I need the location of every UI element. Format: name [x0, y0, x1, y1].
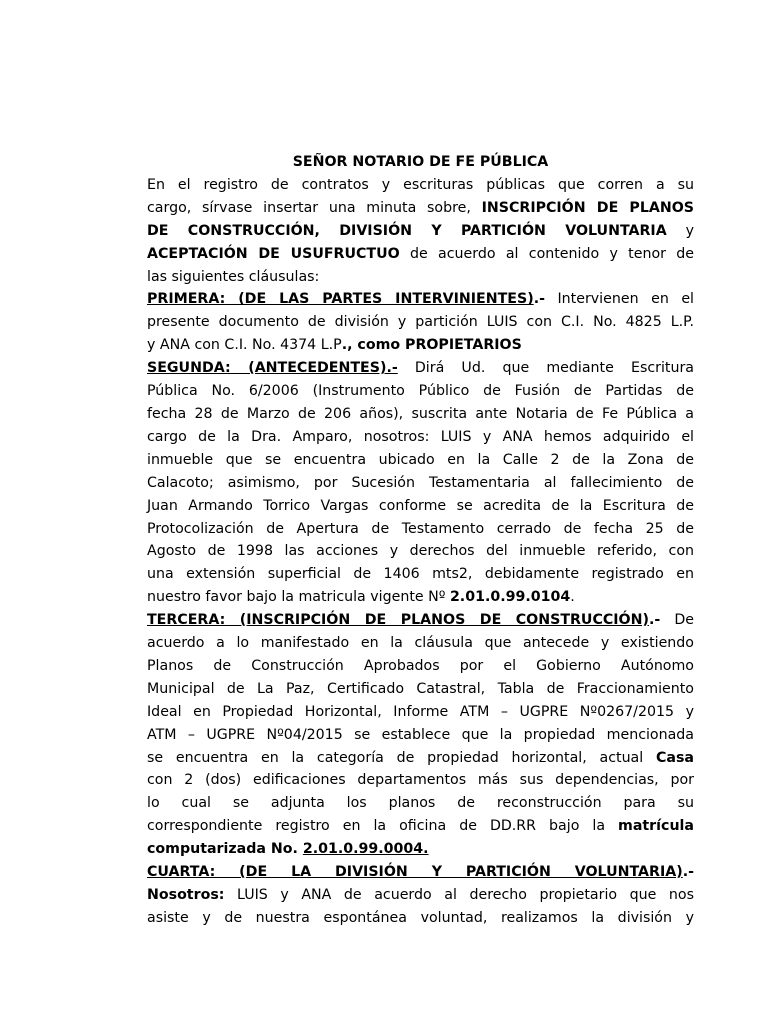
- segunda-line-7: Juan Armando Torrico Vargas conforme se acredita de la Escritura de: [147, 497, 694, 514]
- tercera-line-5: Ideal en Propiedad Horizontal, Informe ATM – UGPRE Nº0267/2015 y: [147, 703, 694, 720]
- segunda-line-4: cargo de la Dra. Amparo, nosotros: LUIS y ANA hemos adquirido el: [147, 428, 694, 445]
- tercera-line-9: lo cual se adjunta los planos de reconstrucción para su: [147, 795, 694, 812]
- tercera-line-4: Municipal de La Paz, Certificado Catastral, Tabla de Fraccionamiento: [147, 680, 694, 697]
- cuarta-line-3: asiste y de nuestra espontánea voluntad, realizamos la división y: [147, 909, 694, 926]
- segunda-line-10: una extensión superficial de 1406 mts2, debidamente registrado en: [147, 566, 694, 583]
- intro-paragraph: [147, 174, 694, 289]
- cuarta-heading: CUARTA: (DE LA DIVISIÓN Y PARTICIÓN VOLUNTARIA): [147, 864, 683, 881]
- segunda-line-5: inmueble que se encuentra ubicado en la Calle 2 de la Zona de: [147, 451, 694, 468]
- clause-cuarta: [147, 861, 694, 930]
- intro-line-5: las siguientes cláusulas:: [147, 268, 320, 285]
- segunda-line-9: Agosto de 1998 las acciones y derechos del inmueble referido, con: [147, 543, 694, 560]
- primera-line-3: y ANA con C.I. No. 4374 L.P., como PROPIETARIOS: [147, 337, 522, 354]
- tercera-line-2: acuerdo a lo manifestado en la cláusula que antecede y existiendo: [147, 635, 694, 652]
- cuarta-line-2: Nosotros: LUIS y ANA de acuerdo al derecho propietario que nos: [147, 887, 694, 903]
- tercera-line-7: se encuentra en la categoría de propiedad horizontal, actual Casa: [147, 749, 694, 766]
- tercera-line-3: Planos de Construcción Aprobados por el Gobierno Autónomo: [147, 657, 694, 674]
- intro-line-1: En el registro de contratos y escrituras públicas que corren a su: [147, 176, 694, 193]
- document-title: SEÑOR NOTARIO DE FE PÚBLICA: [292, 154, 549, 170]
- intro-line-2: cargo, sírvase insertar una minuta sobre, INSCRIPCIÓN DE PLANOS: [147, 199, 695, 216]
- tercera-line-11: computarizada No. 2.01.0.99.0004.: [147, 841, 429, 858]
- primera-line-1: PRIMERA: (DE LAS PARTES INTERVINIENTES).- Intervienen en el: [147, 291, 694, 308]
- primera-heading: PRIMERA: (DE LAS PARTES INTERVINIENTES): [147, 291, 534, 308]
- segunda-line-3: fecha 28 de Marzo de 206 años), suscrita ante Notaria de Fe Pública a: [147, 405, 694, 422]
- segunda-line-1: SEGUNDA: (ANTECEDENTES).- Dirá Ud. que mediante Escritura: [147, 360, 694, 377]
- document-body: [147, 151, 694, 930]
- tercera-line-6: ATM – UGPRE Nº04/2015 se establece que la propiedad mencionada: [147, 726, 694, 743]
- segunda-line-8: Protocolización de Apertura de Testamento cerrado de fecha 25 de: [147, 520, 694, 537]
- cuarta-line-1: CUARTA: (DE LA DIVISIÓN Y PARTICIÓN VOLUNTARIA).-: [147, 864, 694, 881]
- clause-primera: [147, 288, 694, 357]
- tercera-heading: TERCERA: (INSCRIPCIÓN DE PLANOS DE CONSTRUCCIÓN): [147, 612, 649, 629]
- segunda-line-11: nuestro favor bajo la matricula vigente Nº 2.01.0.99.0104.: [147, 589, 575, 606]
- segunda-line-2: Pública No. 6/2006 (Instrumento Público de Fusión de Partidas de: [147, 383, 694, 400]
- intro-line-3: DE CONSTRUCCIÓN, DIVISIÓN Y PARTICIÓN VOLUNTARIA y: [147, 222, 695, 239]
- intro-line-4: ACEPTACIÓN DE USUFRUCTUO de acuerdo al contenido y tenor de: [147, 245, 695, 262]
- segunda-line-6: Calacoto; asimismo, por Sucesión Testamentaria al fallecimiento de: [147, 474, 694, 491]
- tercera-line-10: correspondiente registro en la oficina de DD.RR bajo la matrícula: [147, 818, 694, 835]
- segunda-heading: SEGUNDA: (ANTECEDENTES).-: [147, 360, 398, 377]
- primera-line-2: presente documento de división y partición LUIS con C.I. No. 4825 L.P.: [147, 314, 694, 331]
- clause-segunda: [147, 357, 694, 609]
- tercera-line-8: con 2 (dos) edificaciones departamentos más sus dependencias, por: [147, 772, 694, 789]
- clause-tercera: [147, 609, 694, 861]
- tercera-line-1: TERCERA: (INSCRIPCIÓN DE PLANOS DE CONSTRUCCIÓN).- De: [147, 612, 694, 629]
